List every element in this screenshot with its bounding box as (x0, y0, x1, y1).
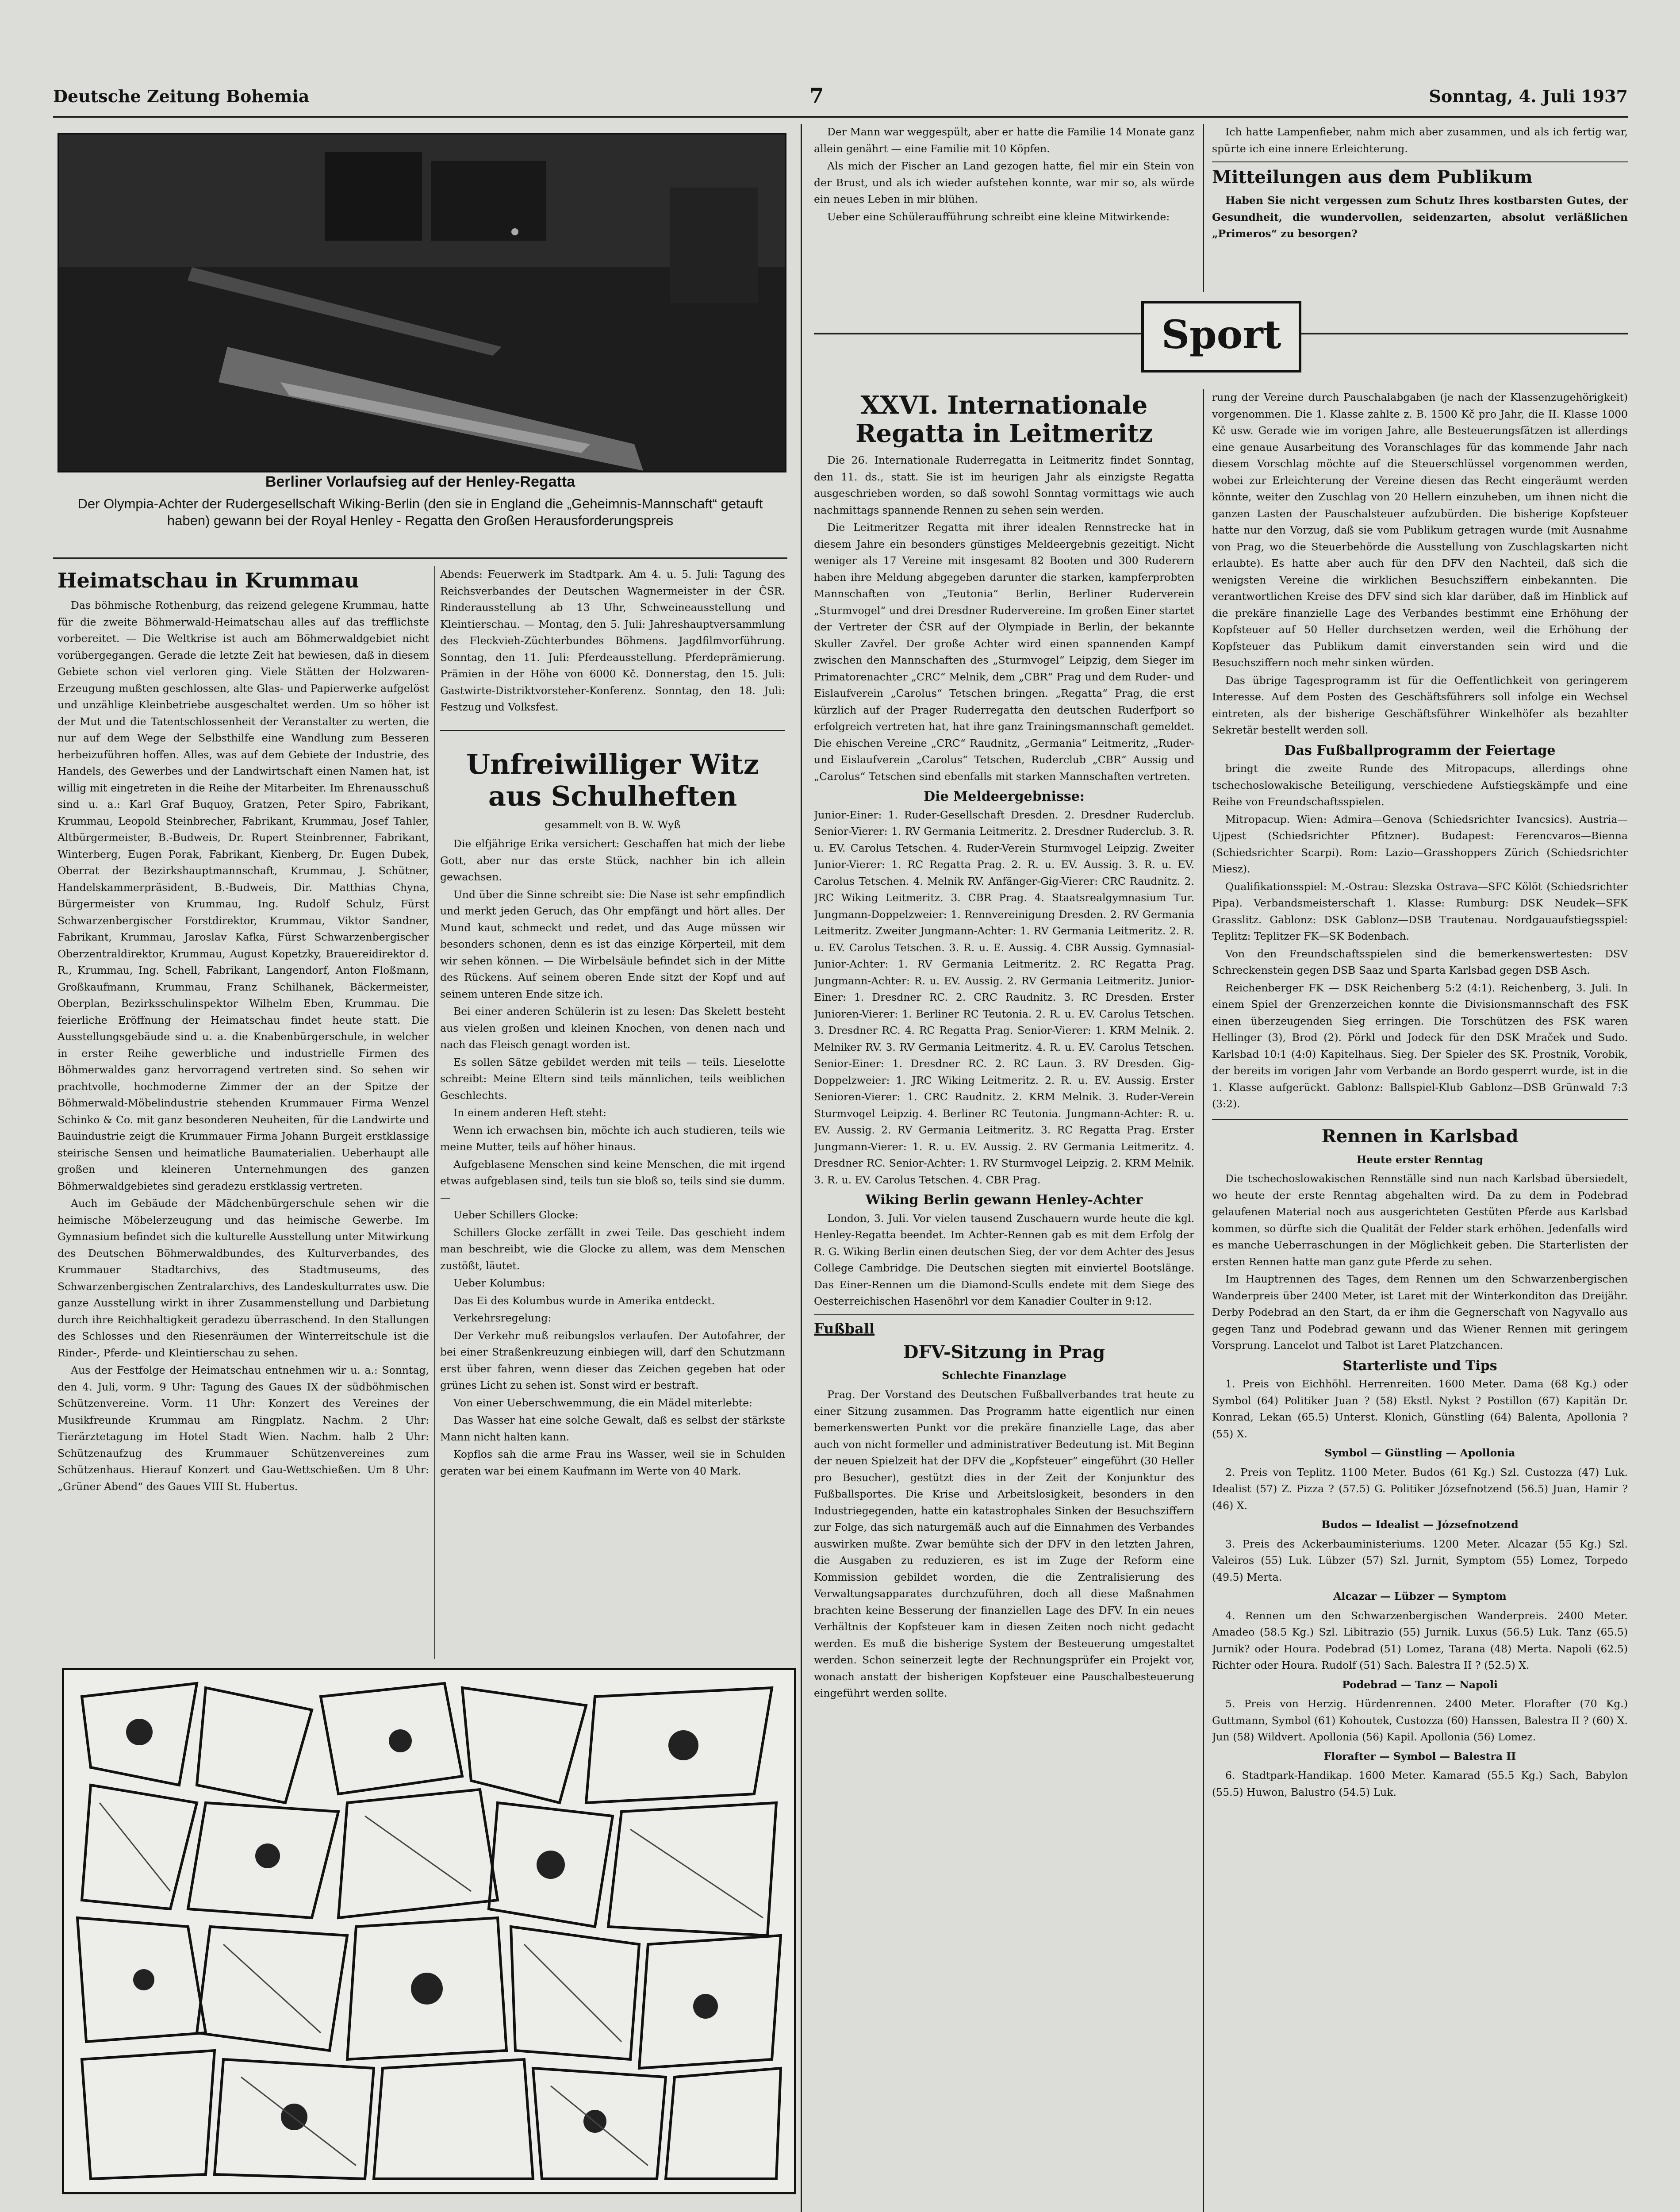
page-number: 7 (809, 84, 824, 108)
regatta-photo-image (59, 134, 785, 471)
section-divider (814, 1314, 1194, 1315)
witz-paragraph: Verkehrsregelung: (453, 1312, 552, 1324)
feiertage-text: bringt die zweite Runde des Mitropacups, allerdings ohne tschechoslowakische Beteiligung, verschiedene Aufstiegskämpfe und eine Reihe von Freundschaftsspielen. (1212, 762, 1628, 808)
witz-paragraph: Aufgeblasene Menschen sind keine Menschen, die mit irgend etwas aufgeblasen sind, teils tun sie bloß so, teils sind sie dumm. — (440, 1158, 785, 1204)
witz-paragraph: Wenn ich erwachsen bin, möchte ich auch studieren, teils wie meine Mutter, teils auf höher hinaus. (440, 1124, 785, 1153)
heimatschau-title: Heimatschau in Krummau (58, 568, 359, 592)
regatta-paragraph: Die Leitmeritzer Regatta mit ihrer idealen Rennstrecke hat in diesem Jahre ein besonders günstiges Meldeergebnis gezeitigt. Nicht weniger als 17 Vereine mit insgesamt 82 Booten und 300 Ruderern haben ihre Meldung abgegeben darunter die starken, kampferprobten Mannschaften von „Teutonia“ Berlin, Berliner Ruderverein „Sturmvogel“ und drei Dresdner Rudervereine. Im großen Einer startet der Vertreter der ČSR auf der Olympiade in Berlin, der bekannte Skuller Zavřel. Der große Achter wird einen spannenden Kampf zwischen den Mannschaften des „Sturmvogel“ Leipzig, dem Sieger im Primatorenachter „CRC“ Melnik, dem „CBR“ Prag und dem Ruder- und Eislaufverein „Carolus“ Tetschen bringen. „Regatta“ Prag, die erst kürzlich auf der Prager Ruderregatta den deutschen Ruderfport so erfolgreich vertreten hat, hat ihre ganz Trainingsmannschaft gemeldet. Die ehischen Vereine „CRC“ Raudnitz, „Germania“ Leitmeritz, „Ruder- und Eislaufverein „Carolus“ Tetschen, Ruderclub „CBR“ Aussig und „Carolus“ Tetschen sind ebenfalls mit starken Mannschaften vertreten. (814, 521, 1194, 783)
qualifikation-text: Qualifikationsspiel: M.-Ostrau: Slezska Ostrava—SFC Kölöt (Schiedsrichter Pipa). Verbandsmeisterschaft 1. Klasse: Rumburg: DSK Neudek—SFK Grasslitz. Gablonz: DSK Gablonz—DSB Trautenau. Nordgauaufstiegsspiel: Teplitz: Teplitzer FK—SK Bodenbach. (1212, 880, 1628, 942)
section-divider (1212, 1119, 1628, 1120)
witz-paragraph: Die elfjährige Erika versichert: Geschaffen hat mich der liebe Gott, aber nur das erste Stück, nachher bin ich allein gewachsen. (440, 837, 785, 883)
race-tip: Symbol — Günstling — Apollonia (1324, 1447, 1515, 1459)
karlsbad-subtitle: Heute erster Renntag (1356, 1153, 1484, 1166)
freundschaft-text: Von den Freundschaftsspielen sind die bemerkenswertesten: DSV Schreckenstein gegen DSB Saaz und Sparta Karlsbad gegen DSB Asch. (1212, 947, 1628, 976)
witz-column (440, 566, 785, 1659)
witz-title: Unfreiwilliger Witz aus Schulheften (466, 748, 759, 812)
puzzle-image (62, 1668, 796, 2194)
dfv-text: Prag. Der Vorstand des Deutschen Fußballverbandes trat heute zu einer Sitzung zusammen. Das Programm hatte eigentlich nur einen bemerkenswerten Punkt vor die prekäre finanzielle Lage, das aber auch von nicht formeller und administrativer Bedeutung ist. Mit Beginn der neuen Spielzeit hat der DFV die „Kopfsteuer“ eingeführt (30 Heller pro Besucher), gestützt dies in der Zeit der Konjunktur des Fußballsportes. Die Krise und Arbeitslosigkeit, besonders in den Industriegegenden, hatte ein katastrophales Sinken der Besuchsziffern zur Folge, das sich naturgemäß auch auf die Einnahmen des Verbandes auswirken mußte. Zwar bemühte sich der DFV in den letzten Jahren, die Ausgaben zu reduzieren, es ist im Zuge der Reform eine Kommission gebildet worden, die die Zentralisierung des Verwaltungsapparates durchzuführen, doch all diese Maßnahmen brachten keine Besserung der finanziellen Lage des DFV. In ein neues Verhältnis der Kopfsteuer kam in diesen Zeiten noch nicht gedacht werden. Es muß die bisherige System der Besteuerung umgestaltet werden. Schon seinerzeit legte der Rechnungsprüfer ein Projekt vor, wonach anstatt der bisherigen Kopfsteuer eine Pauschalbesteuerung eingeführt werden sollte. (814, 1388, 1194, 1699)
story-paragraph: Als mich der Fischer an Land gezogen hatte, fiel mir ein Stein von der Brust, und als ich wieder aufstehen konnte, war mir so, als würde ein neues Leben in mir blühen. (814, 160, 1194, 205)
regatta-paragraph: Die 26. Internationale Ruderregatta in Leitmeritz findet Sonntag, den 11. ds., statt. Sie ist im heurigen Jahr als einzigste Regatta ausgeschrieben worden, so daß sowohl Sonntag vormittags wie auch nachmittags spannende Rennen zu sehen sein werden. (814, 454, 1194, 516)
fussball-label: Fußball (814, 1320, 875, 1337)
feiertage-title: Das Fußballprogramm der Feiertage (1284, 742, 1556, 758)
karlsbad-title: Rennen in Karlsbad (1321, 1125, 1519, 1147)
meldungen-title: Die Meldeergebnisse: (924, 789, 1085, 804)
race-entry: 4. Rennen um den Schwarzenbergischen Wanderpreis. 2400 Meter. Amadeo (58.5 Kg.) Szl. Libitrazio (55) Jurnik. Luxus (56.5) Luk. Tanz (65.5) Jurnik? oder Houra. Podebrad (51) Lomez, Tarana (48) Merta. Napoli (62.5) Richter oder Houra. Rudolf (51) Sach. Balestra II ? (52.5) X. (1212, 1609, 1628, 1671)
section-divider (440, 717, 785, 731)
witz-paragraph: Das Wasser hat eine solche Gewalt, daß es selbst der stärkste Mann nicht halten kann. (440, 1414, 785, 1443)
witz-paragraph: Ueber Schillers Glocke: (453, 1209, 579, 1221)
puzzle-drawing (64, 1670, 794, 2192)
witz-paragraph: Der Verkehr muß reibungslos verlaufen. Der Autofahrer, der bei einer Straßenkreuzung einbiegen will, darf den Schutzmann erst über fahren, wenn dieser das Zeichen gegeben hat oder grünes Licht zu sehen ist. Sonst wird er bestraft. (440, 1329, 785, 1391)
regatta-photo (58, 133, 786, 472)
starter-title: Starterliste und Tips (1342, 1358, 1497, 1374)
photo-bottom-rule (53, 557, 787, 559)
mitteilungen-text: Haben Sie nicht vergessen zum Schutz Ihres kostbarsten Gutes, der Gesundheit, die wundervollen, seidenzarten, absolut verläßlichen „Primeros“ zu besorgen? (1212, 194, 1628, 240)
race-entry: 2. Preis von Teplitz. 1100 Meter. Budos (61 Kg.) Szl. Custozza (47) Luk. Idealist (57) Z. Pizza ? (57.5) G. Politiker Józsefnotzend (56.5) Juan, Hamir ? (46) X. (1212, 1466, 1628, 1512)
race-entry: 5. Preis von Herzig. Hürdenrennen. 2400 Meter. Florafter (70 Kg.) Guttmann, Symbol (61) Kohoutek, Custozza (60) Hanssen, Balestra II ? (60) X. Jun (58) Wildvert. Apollonia (56) Kapil. Apollonia (56) Lomez. (1212, 1697, 1628, 1743)
sport-column-right (1212, 389, 1628, 2212)
race-entry: 6. Stadtpark-Handikap. 1600 Meter. Kamarad (55.5 Kg.) Sach, Babylon (55.5) Huwon, Balustro (54.5) Luk. (1212, 1769, 1628, 1798)
karlsbad-text: Die tschechoslowakischen Rennställe sind nun nach Karlsbad übersiedelt, wo heute der erste Renntag abgehalten wird. Da zu dem in Podebrad gelaufenen Material noch aus ausgerichteten Gestüten Pferde aus Karlsbad kommen, so dürfte sich die Qualität der Felder stark erhöhen. Jedenfalls wird es manche Ueberraschungen in der Möglichkeit geben. Die Starterlisten der ersten Rennen hatte man ganz gute Pferde zu sehen. (1212, 1172, 1628, 1268)
wiking-text: London, 3. Juli. Vor vielen tausend Zuschauern wurde heute die kgl. Henley-Regatta beendet. Im Achter-Rennen gab es mit dem Erfolg der R. G. Wiking Berlin einen deutschen Sieg, der vor dem Achter des Jesus College Cambridge. Die Deutschen siegten mit einviertel Bootslänge. Das Einer-Rennen um die Diamond-Sculls endete mit dem Siege des Oesterreichischen Hasenöhrl vor dem Kanadier Coulter in 9:12. (814, 1212, 1194, 1307)
photo-caption-title: Berliner Vorlaufsieg auf der Henley-Regatta (265, 473, 575, 490)
witz-paragraph: Das Ei des Kolumbus wurde in Amerika entdeckt. (453, 1294, 715, 1307)
section-divider (1212, 161, 1628, 162)
race-entry: 3. Preis des Ackerbauministeriums. 1200 Meter. Alcazar (55 Kg.) Szl. Valeiros (55) Luk. Lübzer (57) Szl. Jurnit, Symptom (55) Lomez, Torpedo (49.5) Merta. (1212, 1537, 1628, 1583)
witz-paragraph: Kopflos sah die arme Frau ins Wasser, weil sie in Schulden geraten war bei einem Kaufmann im Werte von 40 Mark. (440, 1448, 785, 1477)
witz-paragraph: Bei einer anderen Schülerin ist zu lesen: Das Skelett besteht aus vielen großen und kleinen Knochen, von denen nach und nach das Fleisch genagt worden ist. (440, 1005, 785, 1051)
heimatschau-paragraph: Aus der Festfolge der Heimatschau entnehmen wir u. a.: Sonntag, den 4. Juli, vorm. 9 Uhr: Tagung des Gaues IX der südböhmischen Schützenvereine. Vorm. 11 Uhr: Konzert des Vereines der Musikfreunde Krummau am Ringplatz. Nachm. 2 Uhr: Tierärztetagung im Hotel Stadt Wien. Nachm. halb 2 Uhr: Schützenaufzug des Krummauer Schützenvereines zum Schützenhaus. Hierauf Konzert und Gau-Wettschießen. Um 8 Uhr: „Grüner Abend“ des Gaues VIII St. Hubertus. (58, 1364, 429, 1493)
heimatschau-column (58, 566, 429, 1659)
column-divider (434, 566, 435, 1659)
karlsbad-text-2: Im Hauptrennen des Tages, dem Rennen um den Schwarzenbergischen Wanderpreis über 2400 Meter, ist Laret mit der Winterkonditon das Dreijähr. Derby Podebrad an den Start, da er ihm die Gegnerschaft von Nagyvallo aus gegen Tanz und Podebrad gewann und das Wiener Rennen mit geringem Vorsprung. Lancelot und Talbot ist Laret Platzchancen. (1212, 1273, 1628, 1352)
witz-paragraph: Ueber Kolumbus: (453, 1277, 545, 1289)
story-paragraph: Der Mann war weggespült, aber er hatte die Familie 14 Monate ganz allein genährt — eine Familie mit 10 Köpfen. (814, 126, 1194, 155)
wiking-title: Wiking Berlin gewann Henley-Achter (865, 1192, 1143, 1208)
race-tip: Podebrad — Tanz — Napoli (1342, 1678, 1498, 1691)
dfv-subtitle: Schlechte Finanzlage (942, 1369, 1066, 1382)
masthead-date: Sonntag, 4. Juli 1937 (1429, 86, 1628, 106)
story-continuation (814, 124, 1194, 305)
story-paragraph: Ueber eine Schüleraufführung schreibt eine kleine Mitwirkende: (827, 210, 1170, 223)
masthead (53, 86, 1628, 113)
results-text: Reichenberger FK — DSK Reichenberg 5:2 (4:1). Reichenberg, 3. Juli. In einem Spiel der Grenzerzeichen konnte die Divisionsmannschaft des FSK einen überzeugenden Sieg erringen. Die Torschützen des FSK waren Hellinger (3), Brod (2). Pörkl und Jodeck für den DSK Mraček und Sudo. Karlsbad 10:1 (4:0) Kapitelhaus. Sieg. Der Spieler des SK. Prostnik, Vorobik, der bereits im vorigen Jahr vom Verbande an Bordo gesperrt wurde, ist in die 1. Klasse aufgerückt. Gablonz: Ballspiel-Klub Gablonz—DSB Grünwald 7:3 (3:2). (1212, 981, 1628, 1110)
sport-column-left (814, 389, 1194, 2212)
column-divider (1203, 124, 1204, 292)
witz-paragraph: Von einer Ueberschwemmung, die ein Mädel miterlebte: (453, 1396, 752, 1409)
mitropacup-text: Mitropacup. Wien: Admira—Genova (Schiedsrichter Ivancsics). Austria—Ujpest (Schiedsrichter Pfitzner). Budapest: Ferencvaros—Bienna (Schiedsrichter Scarpi). Rom: Lazio—Grasshoppers Zürich (Schiedsrichter Miesz). (1212, 813, 1628, 875)
race-tip: Florafter — Symbol — Balestra II (1323, 1750, 1516, 1763)
mitteilungen-column (1212, 124, 1628, 292)
column-divider (801, 124, 802, 2212)
heimatschau-continuation: Abends: Feuerwerk im Stadtpark. Am 4. u. 5. Juli: Tagung des Reichsverbandes der Deutschen Wagnermeister in der ČSR. Rinderausstellung ab 13 Uhr, Schweineausstellung und Kleintierschau. — Montag, den 5. Juli: Jahreshauptversammlung des Fleckvieh-Züchterbundes Böhmens. Jagdfilmvorführung. Sonntag, den 11. Juli: Pferdeausstellung. Pferdeprämierung. Prämien in der Höhe von 6000 Kč. Donnerstag, den 15. Juli: Gastwirte-Distriktvorsteher-Konferenz. Sonntag, den 18. Juli: Festzug und Volksfest. (440, 568, 785, 713)
column-divider (1203, 389, 1204, 2212)
witz-paragraph: Es sollen Sätze gebildet werden mit teils — teils. Lieselotte schreibt: Meine Eltern sind teils männlichen, teils weiblichen Geschlechts. (440, 1056, 785, 1102)
race-entry: 1. Preis von Eichhöhl. Herrenreiten. 1600 Meter. Dama (68 Kg.) oder Symbol (64) Politiker Juan ? (58) Ekstl. Nykst ? Postillon (67) Kapitän Dr. Konrad, Lekan (65.5) Unterst. Klonich, Günstling (64) Balenta, Apollonia ? (55) X. (1212, 1378, 1628, 1440)
masthead-paper-name: Deutsche Zeitung Bohemia (53, 86, 310, 106)
witz-paragraph: Schillers Glocke zerfällt in zwei Teile. Das geschieht indem man beschreibt, wie die Glocke zu allem, was dem Menschen zustößt, läutet. (440, 1226, 785, 1272)
race-tip: Budos — Idealist — Józsefnotzend (1321, 1518, 1519, 1531)
verein-text-2: Das übrige Tagesprogramm ist für die Oeffentlichkeit von geringerem Interesse. Auf dem Posten des Geschäftsführers soll infolge ein Wechsel eintreten, als der bisherige Geschäftsführer Winkelhöfer als bezahlter Sekretär bestellt werden soll. (1212, 674, 1628, 736)
mitteilungen-title: Mitteilungen aus dem Publikum (1212, 167, 1533, 188)
masthead-rule (53, 116, 1628, 118)
meldungen-text: Junior-Einer: 1. Ruder-Gesellschaft Dresden. 2. Dresdner Ruderclub. Senior-Vierer: 1. RV Germania Leitmeritz. 2. Dresdner Ruderclub. 3. R. u. EV. Carolus Tetschen. 4. Ruder-Verein Sturmvogel Leipzig. Zweiter Junior-Vierer: 1. RC Regatta Prag. 2. R. u. EV. Aussig. 3. R. u. EV. Carolus Tetschen. 4. Melnik RV. Anfänger-Gig-Vierer: CRC Raudnitz. 2. JRC Wiking Leitmeritz. 3. CBR Prag. 4. Staatsrealgymnasium Tur. Jungmann-Doppelzweier: 1. Rennvereinigung Dresden. 2. RV Germania Leitmeritz. Zweiter Jungmann-Achter: 1. RV Germania Leitmeritz. 2. R. u. EV. Carolus Tetschen. 3. R. u. E. Aussig. 4. CBR Aussig. Gymnasial-Junior-Achter: 1. RV Germania Leitmeritz. 2. RC Regatta Prag. Jungmann-Achter: R. u. EV. Aussig. 2. RV Germania Leitmeritz. Junior-Einer: 1. Dresdner RC. 2. CRC Raudnitz. 3. RC Dresden. Erster Junioren-Vierer: 1. Berliner RC Teutonia. 2. R. u. EV. Carolus Tetschen. 3. Dresdner RC. 4. RC Regatta Prag. Senior-Vierer: 1. KRM Melnik. 2. Melniker RV. 3. RV Germania Leitmeritz. 4. R. u. EV. Carolus Tetschen. Senior-Einer: 1. Dresdner RC. 2. RC Laun. 3. RV Dresden. Gig-Doppelzweier: 1. JRC Wiking Leitmeritz. 2. R. u. EV. Aussig. Erster Senioren-Vierer: 1. CRC Raudnitz. 2. KRM Melnik. 3. Ruder-Verein Sturmvogel Leipzig. 4. Berliner RC Teutonia. Jungmann-Achter: R. u. EV. Aussig. 2. RV Germania Leitmeritz. 3. RC Regatta Prag. Erster Jungmann-Vierer: 1. R. u. EV. Aussig. 2. RV Germania Leitmeritz. 4. Dresdner RC. Senior-Achter: 1. RV Sturmvogel Leipzig. 2. KRM Melnik. 3. R. u. EV. Carolus Tetschen. 4. CBR Prag. (814, 808, 1194, 1186)
heimatschau-paragraph: Auch im Gebäude der Mädchenbürgerschule sehen wir die heimische Möbelerzeugung und das heimische Gewerbe. Im Gymnasium befindet sich die kulturelle Ausstellung unter Mitwirkung des Deutschen Böhmerwaldbundes, des Kulturverbandes, des Krummauer Stadtarchivs, des Stadtmuseums, des Schwarzenbergischen Zentralarchivs, des Landeskulturrates usw. Die ganze Ausstellung wirkt in ihrer Zusammenstellung und Darbietung durch ihre Reichhaltigkeit geradezu überraschend. In den Stallungen des Schlosses und den Riesenräumen der Winterreitschule ist die Rinder-, Pferde- und Kleintierschau zu sehen. (58, 1197, 429, 1359)
photo-caption-text: Der Olympia-Achter der Rudergesellschaft Wiking-Berlin (den sie in England die „Geheimnis-Mannschaft“ getauft haben) gewann bei der Royal Henley - Regatta den Großen Herausforderungspreis (77, 496, 763, 528)
heimatschau-paragraph: Das böhmische Rothenburg, das reizend gelegene Krummau, hatte für die zweite Böhmerwald-Heimatschau alles auf das trefflichste vorbereitet. — Die Weltkrise ist auch am Böhmerwaldgebiet nicht vorübergegangen. Gerade die letzte Zeit hat bewiesen, daß in diesem Gebiete schon viel verloren ging. Viele Stätten der Holzwaren-Erzeugung mußten geschlossen, alte Glas- und Papierwerke aufgelöst und unzählige Kleinbetriebe ausgeschaltet werden. Um so höher ist der Mut und die Tatentschlossenheit der Veranstalter zu werten, die nur auf dem Wege der Selbsthilfe eine Wandlung zum Besseren herbeizuführen hoffen. Alles, was auf dem Gebiete der Industrie, des Handels, des Gewerbes und der Landwirtschaft einen Namen hat, ist willig mit eingetreten in die Reihe der Mitarbeiter. Im Ehrenausschuß sind u. a.: Karl Graf Buquoy, Gratzen, Peter Spiro, Fabrikant, Krummau, Leopold Steinbrecher, Fabrikant, Krummau, Josef Tahler, Altbürgermeister, B.-Budweis, Dr. Rupert Steinbrenner, Fabrikant, Winterberg, Eugen Porak, Fabrikant, Kienberg, Dr. Eugen Dubek, Oberrat der Bezirkshauptmannschaft, Krummau, J. Schütner, Handelskammerpräsident, B.-Budweis, Dir. Matthias Chyna, Bürgermeister von Krummau, Ing. Rudolf Schulz, Fürst Schwarzenbergischer Forstdirektor, Krummau, Viktor Sandner, Fabrikant, Krummau, Jaroslav Kafka, Fürst Schwarzenbergischer Oberzentraldirektor, Krummau, August Kopetzky, Brauereidirektor d. R., Krummau, Ing. Schell, Fabrikant, Langendorf, Anton Floßmann, Großkaufmann, Krummau, Franz Schilhanek, Bäckermeister, Oberplan, Bezirksschulinspektor Wilhelm Eben, Krummau. Die feierliche Eröffnung der Heimatschau findet heute statt. Die Ausstellungsgebäude sind u. a. die Knabenbürgerschule, in welcher in erster Reihe gewerbliche und industrielle Firmen des Böhmerwaldes ganz hervorragend vertreten sind. So sehen wir prachtvolle, hochmoderne Zimmer der an der Spitze der Böhmerwald-Möbelindustrie stehenden Krummauer Firma Wenzel Schinko & Co. mit ganz besonderen Neuheiten, für die Landwirte und Bauindustrie zeigt die Krummauer Firma Johann Burgeit erstklassige steirische Sensen und heimatliche Baumaterialien. Ueberhaupt alle großen und kleineren Unternehmungen des ganzen Böhmerwaldgebietes sind geradezu erstklassig vertreten. (58, 599, 429, 1192)
witz-paragraph: In einem anderen Heft steht: (453, 1106, 606, 1119)
witz-byline: gesammelt von B. W. Wyß (545, 818, 681, 831)
sport-section-label: Sport (1141, 301, 1301, 373)
race-tip: Alcazar — Lübzer — Symptom (1333, 1590, 1507, 1602)
regatta-title: XXVI. Internationale Regatta in Leitmeritz (855, 391, 1153, 448)
story-continuation-2: Ich hatte Lampenfieber, nahm mich aber zusammen, und als ich fertig war, spürte ich eine innere Erleichterung. (1212, 126, 1628, 155)
verein-text: rung der Vereine durch Pauschalabgaben (je nach der Klassenzugehörigkeit) vorgenommen. Die 1. Klasse zahlte z. B. 1500 Kč pro Jahr, die II. Klasse 1000 Kč usw. Gerade wie im vorigen Jahre, alle Besteuerungsfätzen ist allerdings eine genaue Ausarbeitung des Voranschlages für das kommende Jahr nach diesem Vorschlag möchte auf die Steuerschlüssel vorgenommen werden, wobei zur Erleichterung der Vereine diesen das Recht eingeräumt werden könnte, weiter den Zuschlag von 20 Hellern einzuheben, um ihnen nicht die ganzen Lasten der Pauschalsteuer aufzubürden. Die bisherige Kopfsteuer hatte nur den Vorzug, daß sie vom Publikum getragen wurde (mit Ausnahme von Prag, wo die Steuerbehörde die Ausstellung von Zuschlagskarten nicht erlaubte). Es hatte aber auch für den DFV den Nachteil, daß sich die wenigsten Vereine die wirklichen Besuchsziffern einbekannten. Die verantwortlichen Kreise des DFV sind sich klar darüber, daß im Hinblick auf die prekäre finanzielle Lage des Verbandes bestimmt eine Erhöhung der Kopfsteuer auf 50 Heller durchsetzen werden, weil die Erhöhung der Kopfsteuer das Publikum damit einverstanden sein wird und die Besuchsziffern noch mehr sinken würden. (1212, 391, 1628, 669)
witz-paragraph: Und über die Sinne schreibt sie: Die Nase ist sehr empfindlich und merkt jeden Geruch, das Ohr empfängt und hört alles. Der Mund kaut, schmeckt und redet, und das Auge müssen wir besonders schonen, denn es ist das einzige Körperteil, mit dem wir sehen können. — Die Wirbelsäule befindet sich in der Mitte des Rückens. Auf seinem oberen Ende sitzt der Kopf und auf seinem unteren Ende sitze ich. (440, 888, 785, 1000)
dfv-title: DFV-Sitzung in Prag (903, 1341, 1105, 1363)
